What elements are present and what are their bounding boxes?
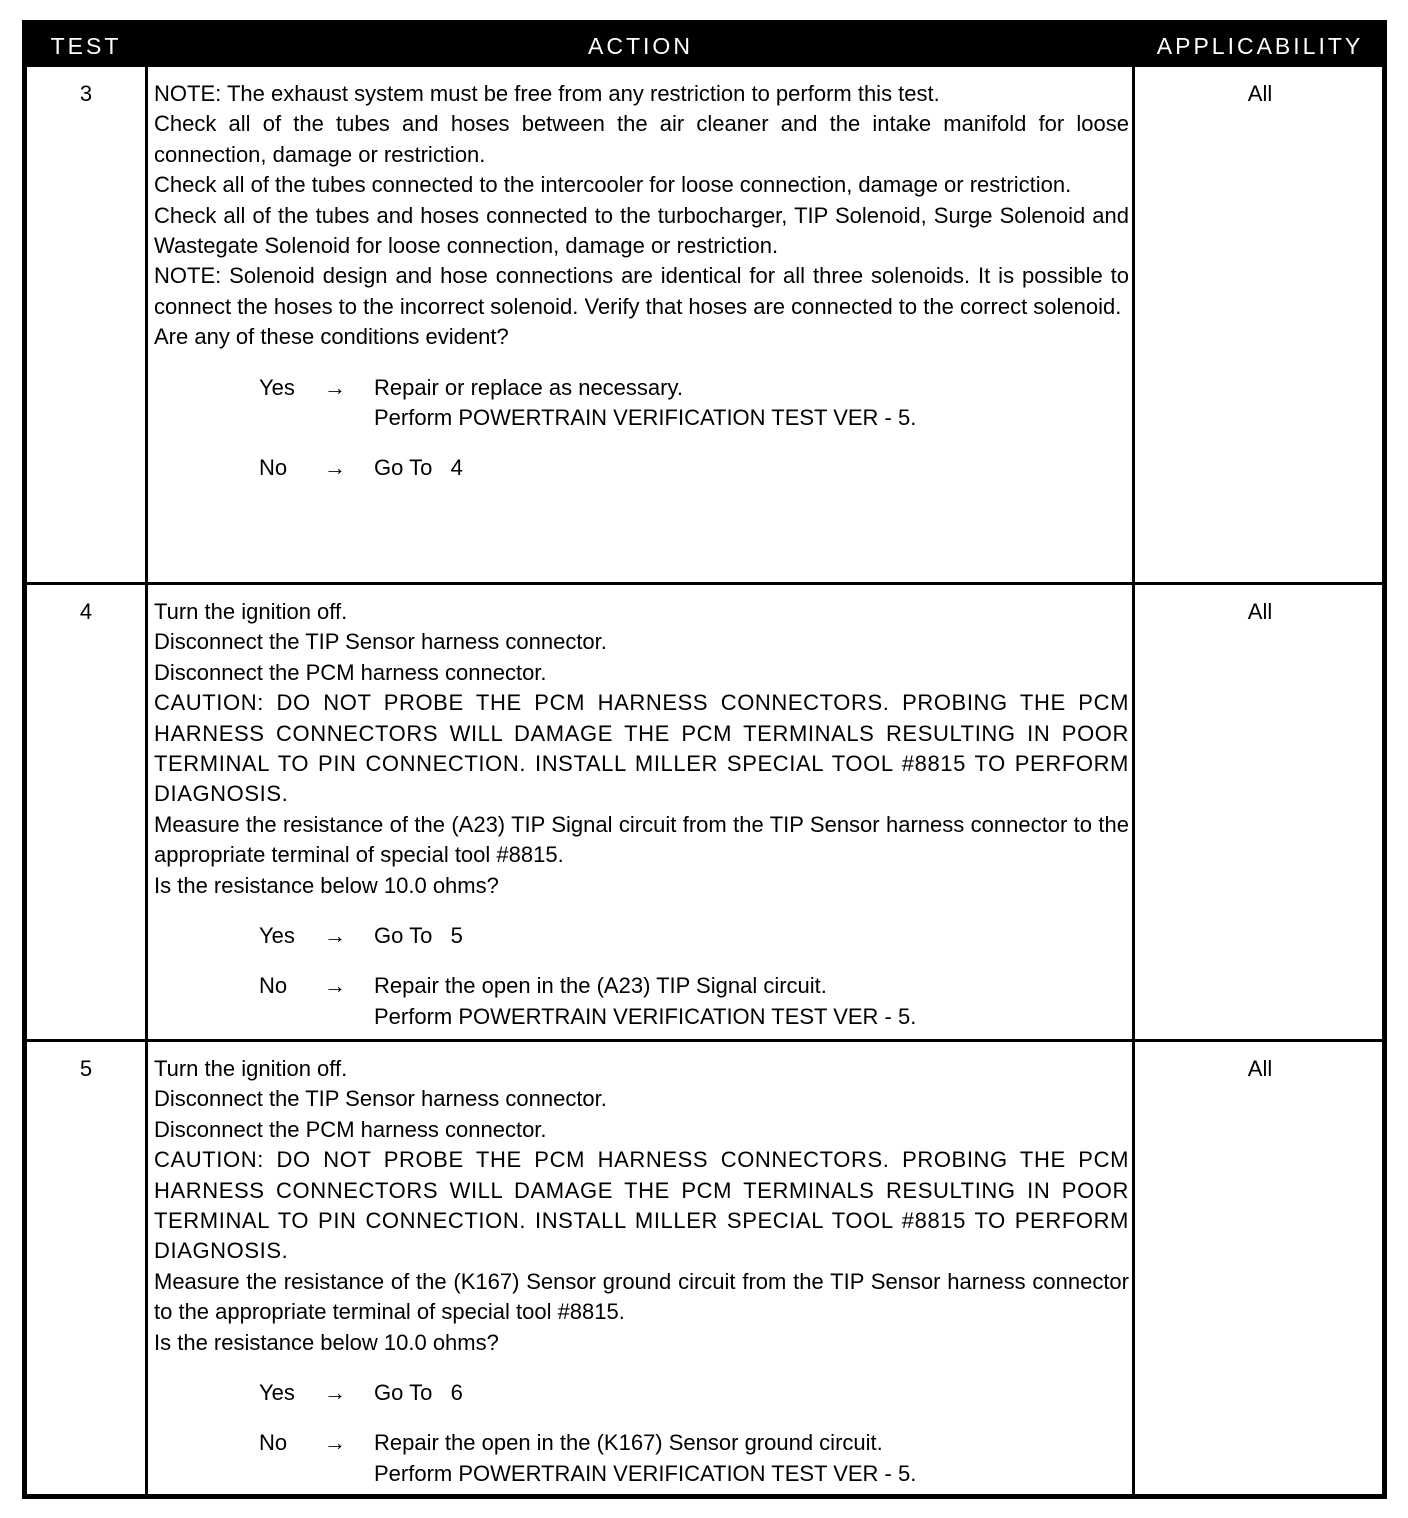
- applicability-value: All: [1247, 599, 1273, 624]
- action-paragraph: NOTE: Solenoid design and hose connections are identical for all three solenoids. It is possible to connect the hoses to the incorrect solenoid. Verify that hoses are connected to the correct solenoid.: [154, 263, 1129, 319]
- result-line: Go To 5: [374, 923, 463, 949]
- action-paragraph: Check all of the tubes and hoses connected to the turbocharger, TIP Solenoid, Surge Solenoid and Wastegate Solenoid for loose connection, damage or restriction.: [154, 202, 1129, 259]
- test-number: 5: [79, 1056, 93, 1081]
- result-line: Perform POWERTRAIN VERIFICATION TEST VER - 5.: [374, 1003, 917, 1029]
- result-line: Go To 4: [374, 455, 463, 481]
- applicability-value: All: [1247, 81, 1273, 106]
- action-paragraph: Check all of the tubes connected to the intercooler for loose connection, damage or restriction.: [154, 172, 1072, 198]
- action-paragraph: Disconnect the PCM harness connector.: [154, 1116, 547, 1142]
- action-paragraph: Disconnect the TIP Sensor harness connector.: [154, 629, 607, 655]
- choice-no: [154, 1428, 1129, 1489]
- action-paragraph: Disconnect the TIP Sensor harness connector.: [154, 1086, 607, 1112]
- choice-no: [154, 971, 1129, 1032]
- result-line: Go To 6: [374, 1380, 463, 1406]
- action-paragraph: Measure the resistance of the (A23) TIP Signal circuit from the TIP Sensor harness connector to the appropriate terminal of special tool #8815.: [154, 811, 1129, 868]
- action-question: Is the resistance below 10.0 ohms?: [154, 1329, 499, 1355]
- right-arrow-icon: →: [324, 923, 346, 949]
- action-paragraph: NOTE: The exhaust system must be free from any restriction to perform this test.: [154, 81, 940, 106]
- right-arrow-icon: →: [324, 1380, 346, 1406]
- action-cell: [154, 1054, 1129, 1509]
- header-test: TEST: [50, 33, 122, 59]
- header-action: ACTION: [588, 33, 693, 59]
- action-question: Is the resistance below 10.0 ohms?: [154, 872, 499, 898]
- right-arrow-icon: →: [324, 455, 346, 481]
- test-number: 4: [79, 599, 93, 624]
- right-arrow-icon: →: [324, 1430, 346, 1456]
- action-question: Are any of these conditions evident?: [154, 324, 509, 350]
- action-cell: [154, 79, 1129, 504]
- answer-label: Yes: [259, 374, 295, 400]
- result-line: Perform POWERTRAIN VERIFICATION TEST VER - 5.: [374, 405, 917, 431]
- caution-paragraph: CAUTION: DO NOT PROBE THE PCM HARNESS CONNECTORS. PROBING THE PCM HARNESS CONNECTORS WILL DAMAGE THE PCM TERMINALS RESULTING IN POOR TERMINAL TO PIN CONNECTION. INSTALL MILLER SPECIAL TOOL #8815 TO PERFORM DIAGNOSIS.: [154, 690, 1129, 807]
- answer-label: No: [259, 455, 288, 481]
- choice-yes: [154, 373, 1129, 434]
- diagnostic-table: [22, 20, 1387, 1499]
- choice-no: [154, 453, 1129, 483]
- action-paragraph: Measure the resistance of the (K167) Sensor ground circuit from the TIP Sensor harness connector to the appropriate terminal of special tool #8815.: [154, 1268, 1129, 1325]
- choice-yes: [154, 1378, 1129, 1408]
- answer-label: Yes: [259, 923, 295, 949]
- result-line: Repair the open in the (A23) TIP Signal circuit.: [374, 973, 827, 999]
- answer-label: Yes: [259, 1380, 295, 1406]
- caution-paragraph: CAUTION: DO NOT PROBE THE PCM HARNESS CONNECTORS. PROBING THE PCM HARNESS CONNECTORS WILL DAMAGE THE PCM TERMINALS RESULTING IN POOR TERMINAL TO PIN CONNECTION. INSTALL MILLER SPECIAL TOOL #8815 TO PERFORM DIAGNOSIS.: [154, 1147, 1129, 1264]
- result-line: Repair the open in the (K167) Sensor ground circuit.: [374, 1430, 883, 1456]
- header-applicability: APPLICABILITY: [1156, 33, 1364, 59]
- table-header: [27, 25, 1382, 67]
- choices: [154, 1378, 1129, 1489]
- right-arrow-icon: →: [324, 973, 346, 999]
- test-number: 3: [79, 81, 93, 106]
- answer-label: No: [259, 1430, 288, 1456]
- applicability-value: All: [1247, 1056, 1273, 1081]
- action-paragraph: Turn the ignition off.: [154, 1056, 348, 1081]
- answer-label: No: [259, 973, 288, 999]
- choice-yes: [154, 921, 1129, 951]
- right-arrow-icon: →: [324, 374, 346, 400]
- action-paragraph: Turn the ignition off.: [154, 599, 348, 624]
- table-row: [27, 67, 1382, 582]
- result-line: Perform POWERTRAIN VERIFICATION TEST VER - 5.: [374, 1460, 917, 1486]
- result-line: Repair or replace as necessary.: [374, 374, 683, 400]
- table-row: [27, 585, 1382, 1040]
- choices: [154, 921, 1129, 1032]
- action-cell: [154, 597, 1129, 1052]
- action-paragraph: Disconnect the PCM harness connector.: [154, 659, 547, 685]
- table-row: [27, 1042, 1382, 1497]
- choices: [154, 373, 1129, 484]
- action-paragraph: Check all of the tubes and hoses between the air cleaner and the intake manifold for loose connection, damage or restriction.: [154, 111, 1129, 167]
